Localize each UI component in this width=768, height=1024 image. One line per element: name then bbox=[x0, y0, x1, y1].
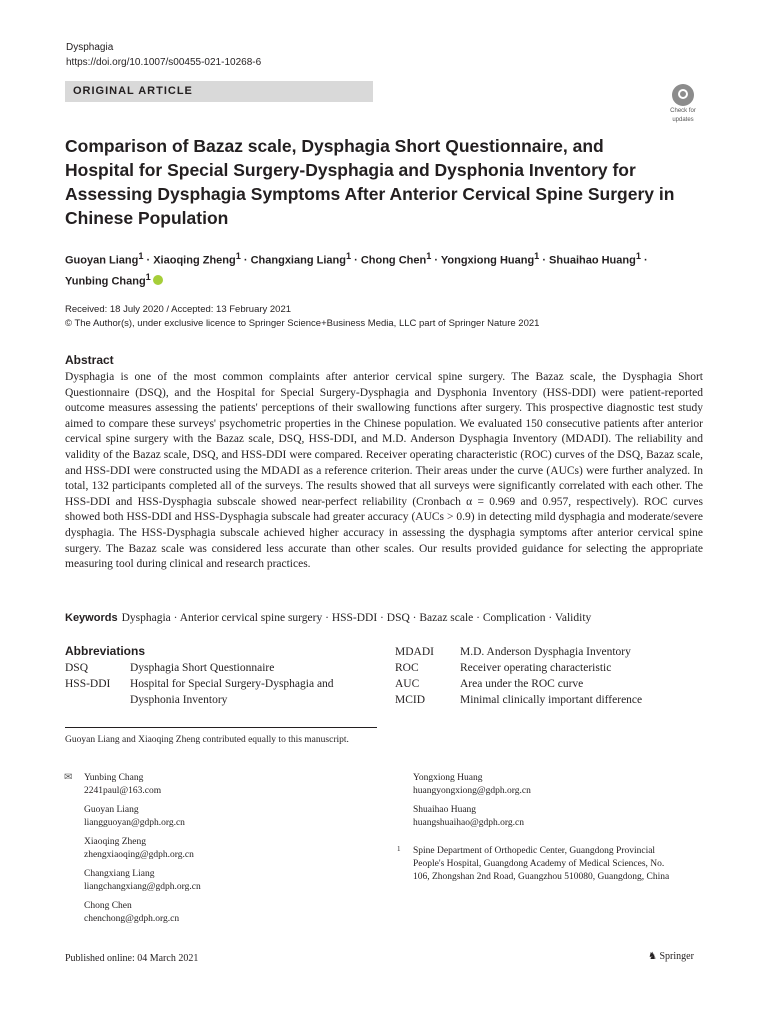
abbreviation-row bbox=[395, 660, 720, 676]
contact-entry bbox=[84, 900, 201, 926]
received-accepted: Received: 18 July 2020 / Accepted: 13 February 2021 bbox=[65, 304, 292, 315]
springer-horse-icon: ♞ bbox=[648, 951, 657, 962]
keywords-text: Dysphagia · Anterior cervical spine surgery · HSS-DDI · DSQ · Bazaz scale · Complication · Validity bbox=[121, 612, 592, 624]
contact-name: Shuaihao Huang bbox=[413, 805, 477, 815]
contact-entry bbox=[413, 804, 531, 830]
orcid-icon[interactable] bbox=[153, 275, 163, 285]
contact-email[interactable]: 2241paul@163.com bbox=[84, 786, 162, 796]
author[interactable]: Shuaihao Huang bbox=[549, 254, 636, 267]
abbreviation-term: DSQ bbox=[65, 662, 89, 674]
doi-link[interactable]: https://doi.org/10.1007/s00455-021-10268-6 bbox=[66, 57, 262, 68]
keywords bbox=[65, 612, 705, 624]
contact-email[interactable]: chenchong@gdph.org.cn bbox=[84, 914, 180, 924]
abbreviation-term: ROC bbox=[395, 662, 419, 674]
abbreviation-term: HSS-DDI bbox=[65, 678, 111, 690]
published-online: Published online: 04 March 2021 bbox=[65, 953, 199, 964]
contact-email[interactable]: liangguoyan@gdph.org.cn bbox=[84, 818, 185, 828]
equal-contribution-note: Guoyan Liang and Xiaoqing Zheng contributed equally to this manuscript. bbox=[65, 735, 349, 745]
check-updates-label-2: updates bbox=[672, 117, 694, 123]
author[interactable]: Guoyan Liang bbox=[65, 254, 139, 267]
contacts-right bbox=[413, 772, 531, 836]
author[interactable]: Chong Chen bbox=[360, 254, 427, 267]
contact-email[interactable]: zhengxiaoqing@gdph.org.cn bbox=[84, 850, 194, 860]
contact-entry bbox=[84, 836, 201, 862]
abstract-text: Dysphagia is one of the most common complaints after anterior cervical spine surgery. The Bazaz scale, the Dysphagia Short Questionnaire (DSQ), and the Hospital for Special Surgery-Dysphagia and Dysphonia Inventory (HSS-DDI) were patient-reported outcome measures assessing the patients' perceptions of their swallowing functions after surgery. This prospective diagnostic test study aimed to compare these surveys' psychometric properties in the Chinese population. We evaluated 150 consecutive patients after anterior cervical spine surgery with the Bazaz scale, DSQ, HSS-DDI, and M.D. Anderson Dysphagia Inventory (MDADI). The reliability and validity of the Bazaz scale, DSQ, and HSS-DDI were compared. Receiver operating characteristic (ROC) curves of the DSQ, Bazaz scale, and HSS-DDI were constructed using the MDADI as a reference criterion. Their areas under the curve (AUCs) were further analyzed. In total, 132 participants completed all of the surveys. The results showed that all surveys were significantly correlated with each other. The HSS-DDI and HSS-Dysphagia subscale showed near-perfect reliability (Cronbach α = 0.969 and 0.957, respectively). ROC curves showed both HSS-DDI and HSS-Dysphagia subscale had greater accuracy (AUCs > 0.9) in detecting mild dysphagia and moderate/severe dysphagia. The HSS-Dysphagia subscale achieved higher accuracy in assessing the dysphagia symptoms after anterior cervical spine surgery. The Bazaz scale was considered less accurate than other scales. Our results provided guidance for selecting the appropriate measuring tool during clinical and research practices. bbox=[65, 371, 703, 571]
author-affiliation-mark: 1 bbox=[138, 251, 144, 261]
journal-name: Dysphagia bbox=[66, 42, 114, 53]
contact-name: Xiaoqing Zheng bbox=[84, 837, 147, 847]
author[interactable]: Changxiang Liang bbox=[250, 254, 346, 267]
publication-dates bbox=[65, 303, 539, 331]
author-affiliation-mark: 1 bbox=[426, 251, 432, 261]
author-affiliation-mark: 1 bbox=[235, 251, 241, 261]
abbreviation-term: AUC bbox=[395, 678, 420, 690]
contact-email[interactable]: huangshuaihao@gdph.org.cn bbox=[413, 818, 524, 828]
check-updates-label-1: Check for bbox=[670, 108, 696, 114]
contact-entry bbox=[84, 868, 201, 894]
author-affiliation-mark: 1 bbox=[635, 251, 641, 261]
abbreviation-definition: M.D. Anderson Dysphagia Inventory bbox=[460, 646, 631, 658]
check-updates-icon bbox=[672, 84, 694, 106]
author[interactable]: Yongxiong Huang bbox=[440, 254, 535, 267]
abbreviations-right bbox=[395, 644, 720, 708]
abstract-heading: Abstract bbox=[65, 353, 114, 367]
contact-email[interactable]: liangchangxiang@gdph.org.cn bbox=[84, 882, 201, 892]
article-type-banner: ORIGINAL ARTICLE bbox=[65, 81, 373, 102]
abbreviation-term: MCID bbox=[395, 694, 426, 706]
abbreviation-row bbox=[395, 692, 720, 708]
paper-title: Comparison of Bazaz scale, Dysphagia Short Questionnaire, and Hospital for Special Surgery-Dysphagia and Dysphonia Inventory for Assessing Dysphagia Symptoms After Anterior Cervical Spine Surgery in Chinese Population bbox=[65, 136, 675, 228]
affiliation-text: Spine Department of Orthopedic Center, Guangdong Provincial People's Hospital, Guangdong Academy of Medical Sciences, No. 106, Zhongshan 2nd Road, Guangzhou 510080, Guangdong, China bbox=[413, 846, 670, 882]
contact-name: Changxiang Liang bbox=[84, 869, 155, 879]
abbreviation-definition: Area under the ROC curve bbox=[460, 678, 584, 690]
author[interactable]: Yunbing Chang bbox=[65, 275, 146, 288]
contact-name: Yongxiong Huang bbox=[413, 773, 483, 783]
author-affiliation-mark: 1 bbox=[145, 271, 151, 282]
abbreviation-row bbox=[395, 676, 720, 692]
contact-entry bbox=[413, 772, 531, 798]
abbreviation-term: MDADI bbox=[395, 646, 434, 658]
abbreviation-definition: Receiver operating characteristic bbox=[460, 662, 612, 674]
contact-entry bbox=[84, 772, 201, 798]
abbreviation-row bbox=[395, 644, 720, 660]
contacts-left bbox=[84, 772, 201, 932]
author-list: Guoyan Liang$^1$ · Xiaoqing Zheng$^1$ · Changxiang Liang$^1$ · Chong Chen$^1$ · Yongxiong Huang$^1$ · Shuaihao Huang$^1$ · Yunbing Chang$^1$ bbox=[65, 251, 648, 288]
affiliation-mark: 1 bbox=[397, 845, 401, 853]
contact-name: Yunbing Chang bbox=[84, 773, 144, 783]
contact-name: Guoyan Liang bbox=[84, 805, 139, 815]
abbreviations-left bbox=[65, 660, 390, 708]
publisher-logo bbox=[648, 951, 694, 962]
abbreviations-heading: Abbreviations bbox=[65, 644, 146, 658]
contact-name: Chong Chen bbox=[84, 901, 132, 911]
journal-header bbox=[66, 40, 261, 70]
copyright-line: © The Author(s), under exclusive licence to Springer Science+Business Media, LLC part of Springer Nature 2021 bbox=[65, 318, 540, 329]
author-affiliation-mark: 1 bbox=[534, 251, 540, 261]
abbreviation-definition: Minimal clinically important difference bbox=[460, 694, 643, 706]
author[interactable]: Xiaoqing Zheng bbox=[153, 254, 236, 267]
contact-entry bbox=[84, 804, 201, 830]
envelope-icon: ✉ bbox=[64, 772, 73, 783]
abbreviation-row bbox=[65, 660, 390, 676]
author-affiliation-mark: 1 bbox=[345, 251, 352, 261]
abbreviation-definition: Dysphagia Short Questionnaire bbox=[130, 662, 275, 674]
keywords-label: Keywords bbox=[65, 612, 118, 624]
footnote-divider bbox=[65, 727, 377, 728]
publisher-name: Springer bbox=[659, 951, 694, 962]
abbreviation-row bbox=[65, 676, 390, 708]
contact-email[interactable]: huangyongxiong@gdph.org.cn bbox=[413, 786, 531, 796]
abbreviation-definition: Hospital for Special Surgery-Dysphagia and Dysphonia Inventory bbox=[130, 678, 334, 706]
check-for-updates-badge[interactable] bbox=[665, 84, 701, 124]
